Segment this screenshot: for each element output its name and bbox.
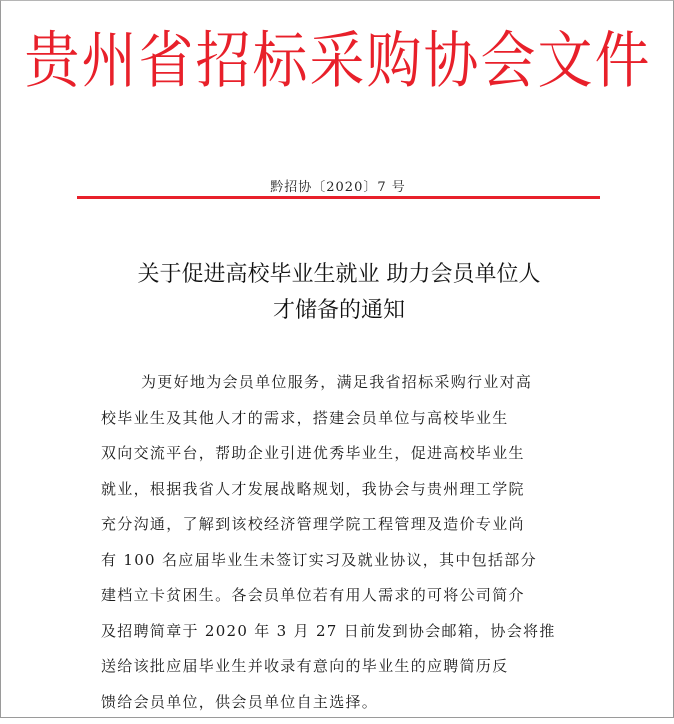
body-line: 双向交流平台，帮助企业引进优秀毕业生，促进高校毕业生 bbox=[101, 440, 591, 476]
body-line: 就业，根据我省人才发展战略规划，我协会与贵州理工学院 bbox=[101, 476, 591, 512]
body-line: 有 100 名应届毕业生未签订实习及就业协议，其中包括部分 bbox=[101, 547, 591, 583]
red-divider-line bbox=[77, 196, 600, 199]
body-line: 建档立卡贫困生。各会员单位若有用人需求的可将公司简介 bbox=[101, 582, 591, 618]
document-number: 黔招协〔2020〕7 号 bbox=[1, 176, 674, 195]
notice-title-line: 才储备的通知 bbox=[91, 293, 587, 329]
notice-title-line: 关于促进高校毕业生就业 助力会员单位人 bbox=[91, 257, 587, 293]
body-line: 馈给会员单位，供会员单位自主选择。 bbox=[101, 689, 591, 724]
notice-title bbox=[91, 257, 587, 329]
body-line: 校毕业生及其他人才的需求，搭建会员单位与高校毕业生 bbox=[101, 405, 591, 441]
notice-body bbox=[101, 369, 591, 724]
org-header-title: 贵州省招标采购协会文件 bbox=[1, 11, 674, 110]
body-line: 充分沟通，了解到该校经济管理学院工程管理及造价专业尚 bbox=[101, 511, 591, 547]
body-line: 送给该批应届毕业生并收录有意向的毕业生的应聘简历反 bbox=[101, 653, 591, 689]
body-line: 为更好地为会员单位服务，满足我省招标采购行业对高 bbox=[101, 369, 591, 405]
body-line: 及招聘简章于 2020 年 3 月 27 日前发到协会邮箱，协会将推 bbox=[101, 618, 591, 654]
